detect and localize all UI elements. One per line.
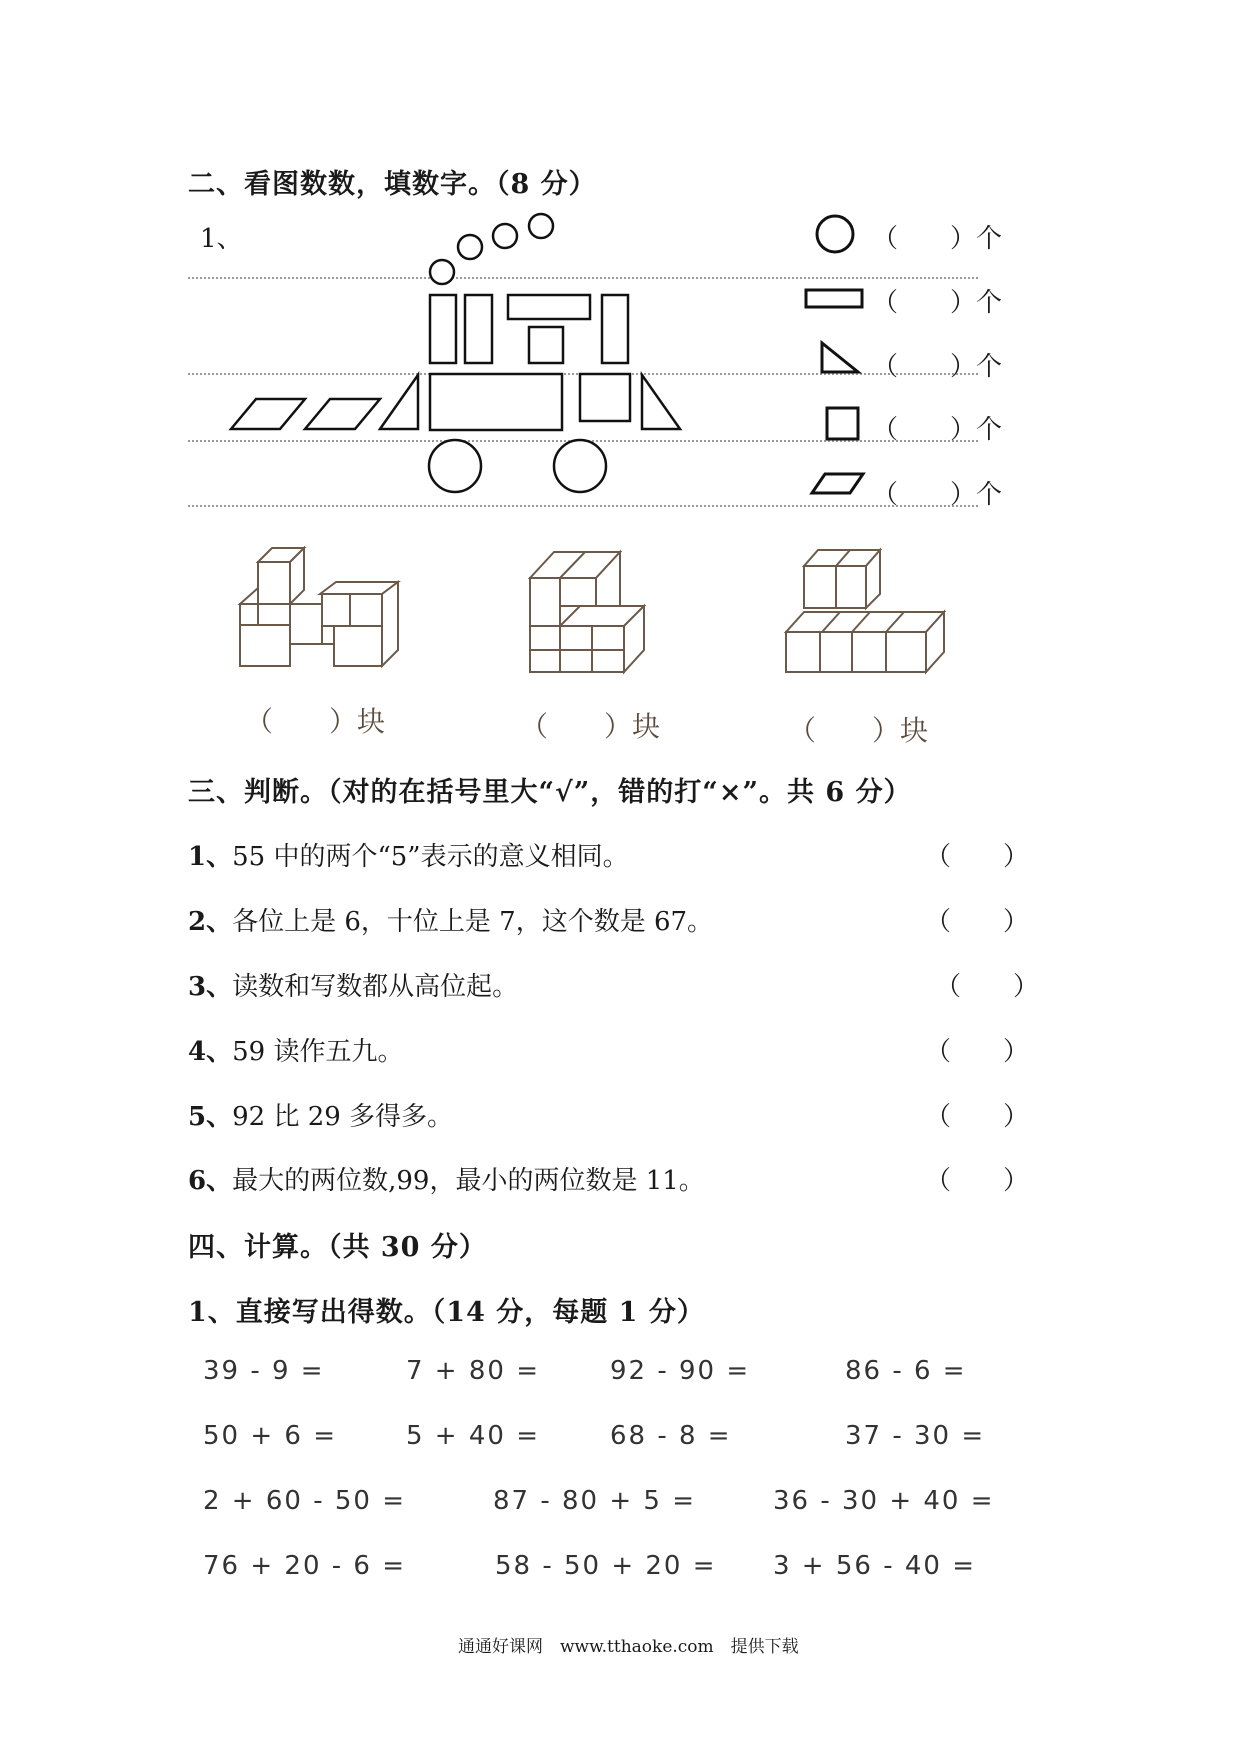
calc-1-2[interactable]: 7 + 80 = (406, 1356, 540, 1386)
cube-figures (0, 0, 1240, 700)
judge-item-1: 1、55 中的两个“5”表示的意义相同。 (188, 842, 629, 872)
judge-paren-1[interactable]: （ ） (925, 842, 1030, 872)
judge-item-3: 3、读数和写数都从高位起。 (188, 972, 519, 1002)
section3-title: 三、判断。（对的在括号里大“√”，错的打“×”。共 6 分） (188, 777, 912, 808)
cube-answer-1[interactable]: （ ）块 (245, 705, 386, 738)
calc-2-1[interactable]: 50 + 6 = (203, 1421, 337, 1451)
judge-item-5: 5、92 比 29 多得多。 (188, 1102, 454, 1132)
q1-label: 1、 (200, 224, 243, 254)
calc-1-1[interactable]: 39 - 9 = (203, 1356, 325, 1386)
section2-title: 二、看图数数，填数字。（8 分） (188, 169, 597, 200)
cube-figure-1 (240, 548, 398, 666)
calc-2-3[interactable]: 68 - 8 = (610, 1421, 732, 1451)
calc-3-2[interactable]: 87 - 80 + 5 = (493, 1486, 696, 1516)
answer-parallelogram[interactable]: （ ）个 (872, 480, 1003, 510)
judge-paren-2[interactable]: （ ） (925, 907, 1030, 937)
answer-triangle[interactable]: （ ）个 (872, 352, 1003, 382)
cube-figure-2 (530, 552, 644, 672)
judge-item-4: 4、59 读作五九。 (188, 1037, 404, 1067)
calc-2-2[interactable]: 5 + 40 = (406, 1421, 540, 1451)
calc-1-3[interactable]: 92 - 90 = (610, 1356, 751, 1386)
cube-figure-3 (786, 550, 944, 672)
judge-item-2: 2、各位上是 6，十位上是 7，这个数是 67。 (188, 907, 714, 937)
judge-paren-3[interactable]: （ ） (935, 972, 1040, 1002)
calc-4-3[interactable]: 3 + 56 - 40 = (773, 1551, 976, 1581)
answer-circle[interactable]: （ ）个 (872, 224, 1003, 254)
section4-title: 四、计算。（共 30 分） (188, 1232, 487, 1263)
footer-credit: 通通好课网 www.tthaoke.com 提供下载 (458, 1637, 799, 1657)
calc-3-3[interactable]: 36 - 30 + 40 = (773, 1486, 995, 1516)
calc-1-4[interactable]: 86 - 6 = (845, 1356, 967, 1386)
judge-paren-4[interactable]: （ ） (925, 1037, 1030, 1067)
judge-paren-5[interactable]: （ ） (925, 1102, 1030, 1132)
judge-paren-6[interactable]: （ ） (925, 1166, 1030, 1196)
answer-rectangle[interactable]: （ ）个 (872, 288, 1003, 318)
calc-2-4[interactable]: 37 - 30 = (845, 1421, 986, 1451)
calc-3-1[interactable]: 2 + 60 - 50 = (203, 1486, 406, 1516)
calc-4-1[interactable]: 76 + 20 - 6 = (203, 1551, 406, 1581)
judge-item-6: 6、最大的两位数,99，最小的两位数是 11。 (188, 1166, 705, 1196)
answer-square[interactable]: （ ）个 (872, 415, 1003, 445)
section4-sub1: 1、直接写出得数。（14 分，每题 1 分） (188, 1297, 705, 1328)
calc-4-2[interactable]: 58 - 50 + 20 = (495, 1551, 717, 1581)
cube-answer-2[interactable]: （ ）块 (520, 710, 661, 743)
cube-answer-3[interactable]: （ ）块 (788, 714, 929, 747)
